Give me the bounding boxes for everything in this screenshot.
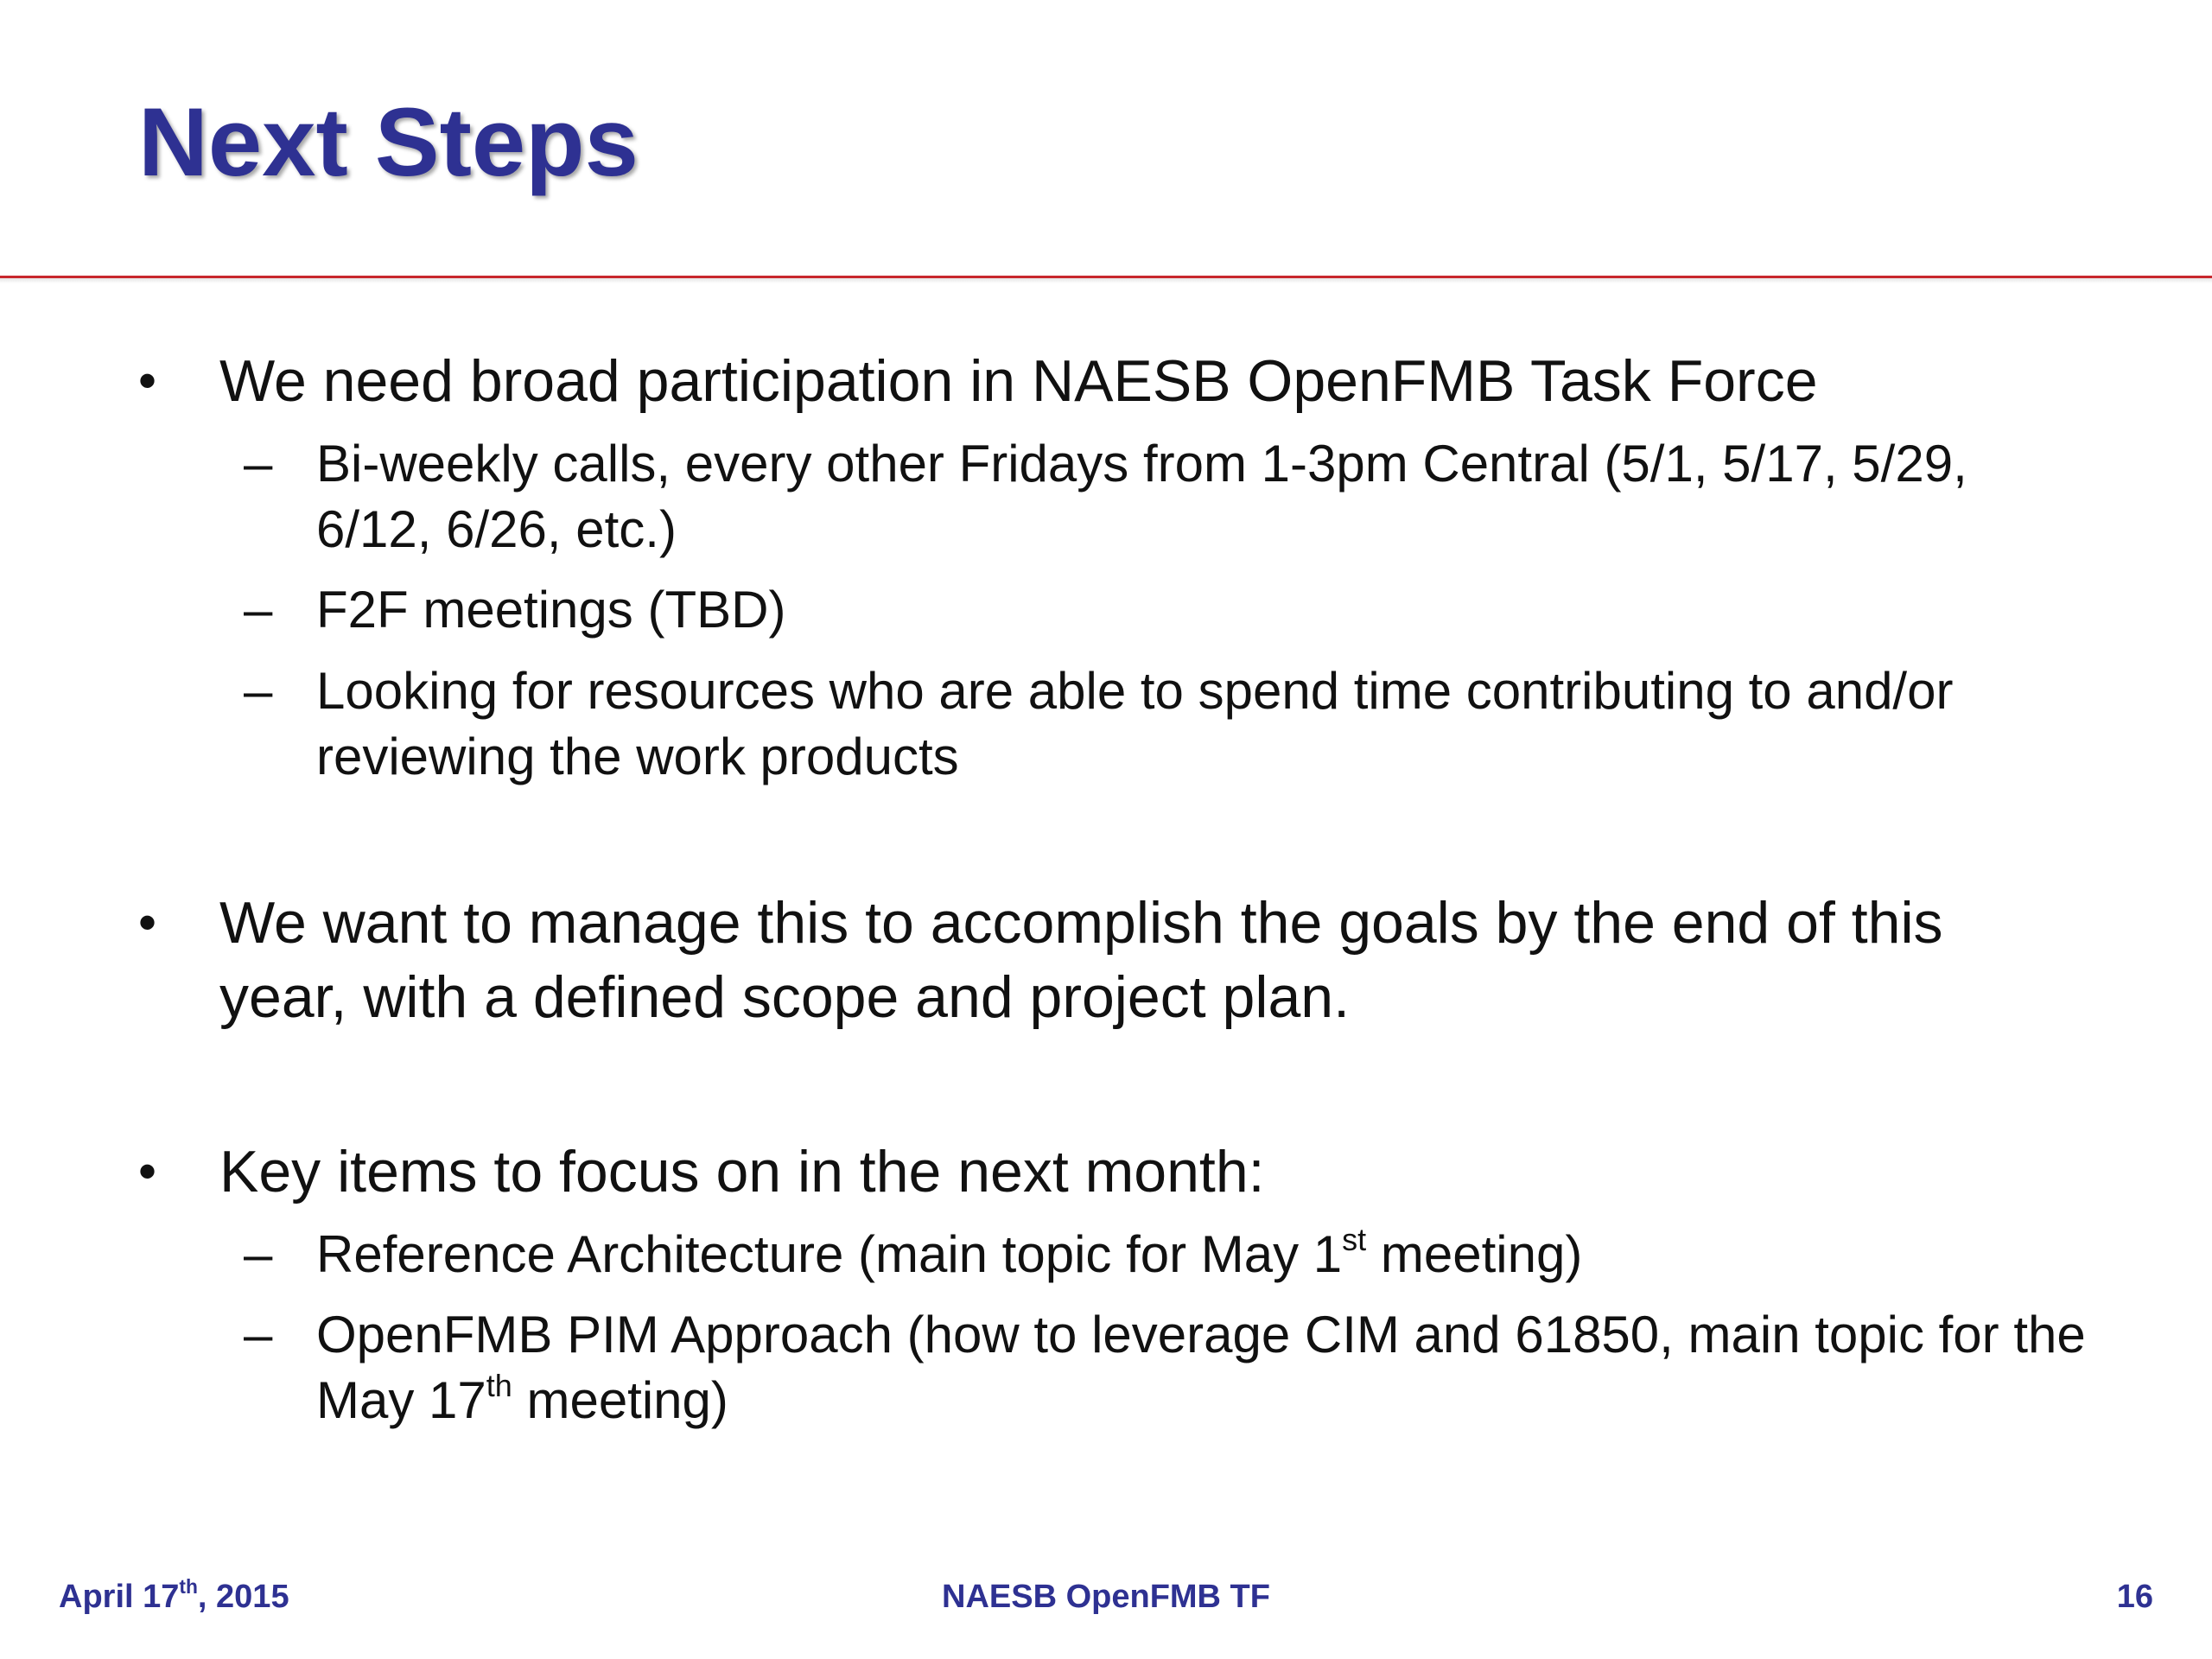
sub-bullet-item: [244, 658, 2096, 790]
page-number: 16: [2116, 1579, 2153, 1615]
footer-title: NAESB OpenFMB TF: [942, 1579, 1270, 1615]
bullet-item: [138, 344, 2086, 418]
sub-bullet-text: Looking for resources who are able to spend time contributing to and/or reviewing the work products: [316, 662, 1954, 785]
bullet-marker: •: [138, 893, 157, 951]
bullet-text: Key items to focus on in the next month:: [219, 1139, 1265, 1205]
bullet-item: [138, 886, 2086, 1034]
footer-date: April 17th, 2015: [59, 1575, 289, 1615]
sub-bullet-text: OpenFMB PIM Approach (how to leverage CIM and 61850, main topic for the May 17th meeting): [316, 1306, 2086, 1429]
slide-title: Next Steps: [138, 88, 639, 196]
bullet-text: We want to manage this to accomplish the goals by the end of this year, with a defined scope and project plan.: [219, 890, 1943, 1030]
bullet-item: [138, 1135, 2086, 1209]
bullet-marker: •: [138, 1142, 157, 1200]
sub-bullet-item: [244, 431, 2096, 563]
sub-bullet-item: [244, 1221, 2096, 1287]
bullet-marker: •: [138, 352, 157, 410]
sub-bullet-item: [244, 1302, 2096, 1433]
bullet-text: We need broad participation in NAESB OpenFMB Task Force: [219, 348, 1818, 414]
sub-bullet-text: F2F meetings (TBD): [316, 581, 786, 639]
dash-marker: –: [244, 1225, 273, 1283]
dash-marker: –: [244, 581, 273, 639]
dash-marker: –: [244, 1306, 273, 1363]
sub-bullet-text: Reference Architecture (main topic for May 1st meeting): [316, 1221, 1583, 1283]
dash-marker: –: [244, 662, 273, 720]
dash-marker: –: [244, 435, 273, 493]
sub-bullet-text: Bi-weekly calls, every other Fridays from 1-3pm Central (5/1, 5/17, 5/29, 6/12, 6/26, etc.): [316, 435, 1967, 558]
sub-bullet-item: [244, 577, 2096, 643]
